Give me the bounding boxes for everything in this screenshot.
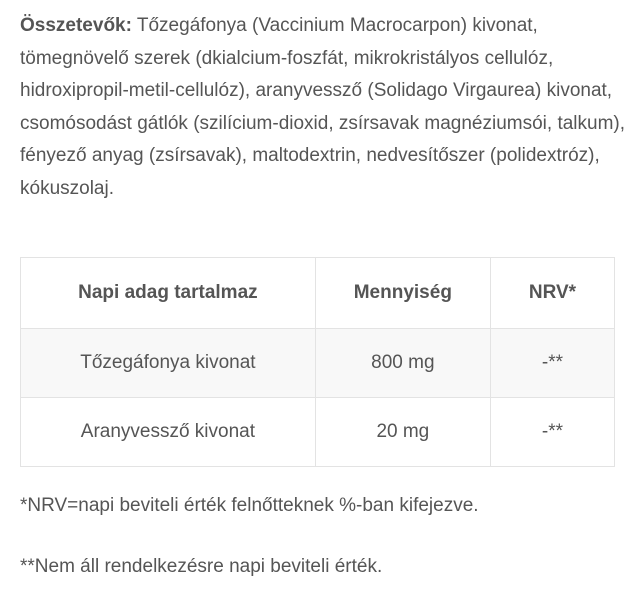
cell-nrv: -** <box>490 329 614 398</box>
nutrition-table <box>20 257 615 467</box>
ingredients-label: Összetevők: <box>20 15 132 36</box>
cell-quantity: 20 mg <box>315 398 490 467</box>
table-row <box>21 398 615 467</box>
table-row <box>21 329 615 398</box>
ingredients-paragraph <box>20 10 630 205</box>
cell-quantity: 800 mg <box>315 329 490 398</box>
ingredients-text: Tőzegáfonya (Vaccinium Macrocarpon) kivonat, tömegnövelő szerek (dkialcium-foszfát, mikrokristályos cellulóz, hidroxipropil-metil-cellulóz), aranyvessző (Solidago Virgaurea) kivonat, csomósodást gátlók (szilícium-dioxid, zsírsavak magnéziumsói, talkum), fényező anyag (zsírsavak), maltodextrin, nedvesítőszer (polidextróz), kókuszolaj. <box>20 15 626 199</box>
cell-ingredient: Tőzegáfonya kivonat <box>21 329 316 398</box>
header-quantity: Mennyiség <box>315 258 490 329</box>
footnote-no-nrv: **Nem áll rendelkezésre napi beviteli érték. <box>20 556 383 577</box>
footnote-nrv: *NRV=napi beviteli érték felnőtteknek %-ban kifejezve. <box>20 495 479 516</box>
cell-ingredient: Aranyvessző kivonat <box>21 398 316 467</box>
header-daily-dose: Napi adag tartalmaz <box>21 258 316 329</box>
cell-nrv: -** <box>490 398 614 467</box>
header-nrv: NRV* <box>490 258 614 329</box>
table-header-row <box>21 258 615 329</box>
